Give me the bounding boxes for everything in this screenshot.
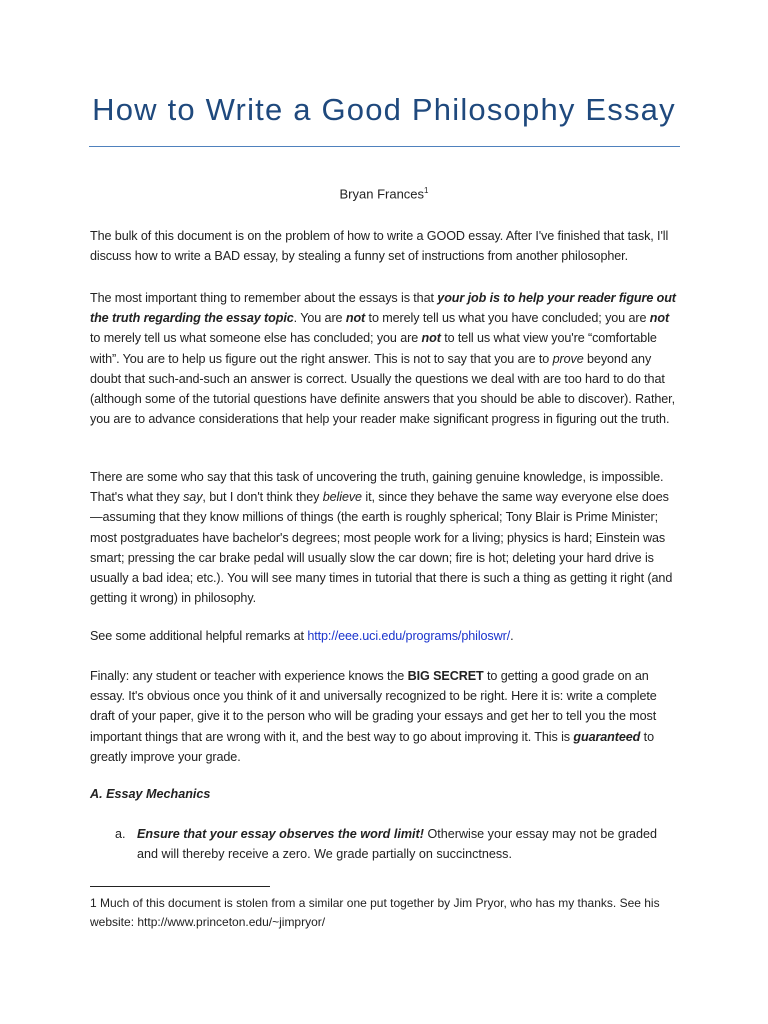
section-heading: A. Essay Mechanics <box>90 787 211 801</box>
remarks-link[interactable]: http://eee.uci.edu/programs/philoswr/ <box>307 629 511 643</box>
emphasis-run: Ensure that your essay observes the word limit! <box>137 827 424 841</box>
paragraph-skepticism <box>90 467 680 608</box>
footnote-divider <box>90 886 270 887</box>
emphasis-run: not <box>345 311 366 326</box>
emphasis-run: not <box>649 311 670 326</box>
text-run: beyond any doubt that such-and-such an answer is correct. Usually the questions we deal with are too hard to do that (although some of the tutorial questions have definite answers that you should be able to discover). Rather, you are to advance considerations that help your reader make significant progress in figuring out the truth. <box>90 351 675 427</box>
author-name: Bryan Frances <box>339 186 425 202</box>
text-run: The most important thing to remember about the essays is that <box>90 291 438 305</box>
text-run: to merely tell us what you have concluded; you are <box>365 311 650 326</box>
text-run: . You are <box>293 311 346 326</box>
bold-run: BIG SECRET <box>407 669 484 683</box>
text-run: There are some who say that this task of uncovering the truth, gaining genuine knowledge, is impossible. That's what they <box>90 470 664 505</box>
emphasis-run: guaranteed <box>573 729 641 744</box>
emphasis-run: your job is to help your reader figure out the truth regarding the essay topic <box>90 291 676 326</box>
italic-run: prove <box>552 351 584 366</box>
paragraph-additional-remarks <box>90 626 680 646</box>
text-run: to merely tell us what someone else has concluded; you are <box>90 331 422 346</box>
paragraph-big-secret <box>90 666 680 767</box>
italic-run: say <box>183 490 203 505</box>
emphasis-run: not <box>421 331 441 346</box>
text-run: it, since they behave the same way everyone else does—assuming that they know millions of things (the earth is roughly spherical; Tony Blair is Prime Minister; most postgraduates have bachelor's degrees; most people work for a living; physics is hard; Einstein was smart; pressing the car brake pedal will usually slow the car down; fire is hot; deleting your hard drive is usually a bad idea; etc.). You will see many times in tutorial that there is such a thing as getting it right (and getting it wrong) in philosophy. <box>90 490 673 606</box>
text-run: to getting a good grade on an essay. It's obvious once you think of it and universally recognized to be right. Here it is: write a complete draft of your paper, give it to the person who will be grading your essays and get her to tell you the most important things that are wrong with it, and the best way to go about improving it. This is <box>90 669 657 744</box>
text-run: to tell us what view you're “comfortable with”. You are to help us figure out the right answer. This is not to say that you are to <box>90 331 657 366</box>
text-run: . <box>510 629 514 643</box>
list-item-text <box>137 824 677 864</box>
author-line <box>0 186 768 201</box>
list-marker: a. <box>115 827 126 841</box>
intro-paragraph: The bulk of this document is on the problem of how to write a GOOD essay. After I've finished that task, I'll discuss how to write a BAD essay, by stealing a funny set of instructions from another philosopher. <box>90 229 669 264</box>
document-title: How to Write a Good Philosophy Essay <box>92 92 676 127</box>
text-run: , but I don't think they <box>202 490 323 505</box>
italic-run: believe <box>322 490 362 505</box>
title-divider <box>89 146 680 147</box>
footnote-mark: 1 <box>424 186 429 195</box>
text-run: Finally: any student or teacher with experience knows the <box>90 669 408 683</box>
text-run: Otherwise your essay may not be graded and will thereby receive a zero. We grade partially on succinctness. <box>137 827 658 862</box>
text-run: See some additional helpful remarks at <box>90 629 308 643</box>
paragraph-important-thing <box>90 288 680 429</box>
text-run: to greatly improve your grade. <box>90 729 654 764</box>
footnote: 1 Much of this document is stolen from a similar one put together by Jim Pryor, who has my thanks. See his website: http://www.princeton.edu/~jimpryor/ <box>90 896 660 929</box>
